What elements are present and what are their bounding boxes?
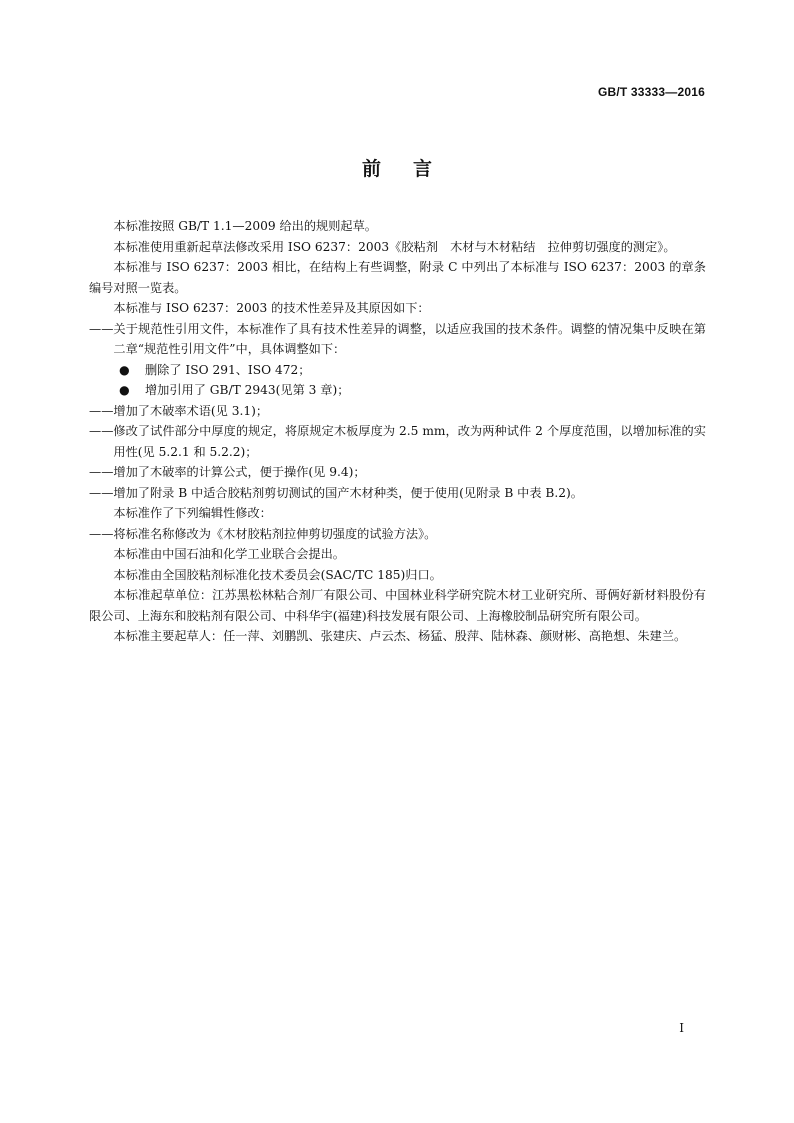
bullet-item-text: 删除了 ISO 291、ISO 472； (145, 362, 311, 377)
list-item (89, 524, 706, 545)
dash-marker: —— (89, 526, 114, 541)
list-item-text: 将标准名称修改为《木材胶粘剂拉伸剪切强度的试验方法》。 (113, 526, 437, 541)
bullet-item (89, 380, 706, 401)
list-item (89, 401, 706, 422)
dash-marker: —— (89, 321, 114, 336)
dash-marker: —— (89, 485, 114, 500)
page-number: I (679, 1021, 684, 1035)
bullet-icon: ● (119, 383, 130, 397)
dash-marker: —— (89, 424, 114, 438)
paragraph-drafting-rules: 本标准按照 GB/T 1.1—2009 给出的规则起草。 (113, 219, 377, 233)
paragraph-adoption: 本标准使用重新起草法修改采用 ISO 6237：2003《胶粘剂 木材与木材粘结 拉伸剪切强度的测定》。 (113, 239, 676, 254)
bullet-icon: ● (119, 362, 130, 377)
page-title: 前言 (361, 158, 464, 180)
list-item-text: 增加了木破率术语(见 3.1)； (113, 403, 269, 418)
paragraph-proposer: 本标准由中国石油和化学工业联合会提出。 (113, 547, 345, 561)
list-item-text: 增加了附录 B 中适合胶粘剂剪切测试的国产木材种类，便于使用(见附录 B 中表 B.2)。 (113, 485, 583, 500)
paragraph-structure-changes: 本标准与 ISO 6237：2003 相比，在结构上有些调整，附录 C 中列出了本标准与 ISO 6237：2003 的章条编号对照一览表。 (89, 260, 706, 295)
paragraph-centralized-unit: 本标准由全国胶粘剂标准化技术委员会(SAC/TC 185)归口。 (113, 567, 442, 582)
list-item (89, 483, 706, 504)
foreword-body (89, 216, 706, 647)
list-item-text: 增加了木破率的计算公式，便于操作(见 9.4)； (113, 465, 366, 479)
list-item (89, 319, 706, 360)
list-item (89, 462, 706, 483)
bullet-item (89, 360, 706, 381)
dash-marker: —— (89, 465, 114, 479)
standard-number: GB/T 33333—2016 (597, 85, 705, 99)
paragraph-technical-differences: 本标准与 ISO 6237：2003 的技术性差异及其原因如下： (113, 301, 430, 315)
bullet-item-text: 增加引用了 GB/T 2943(见第 3 章)； (145, 383, 350, 397)
paragraph-drafters: 本标准主要起草人：任一萍、刘鹏凯、张建庆、卢云杰、杨猛、殷萍、陆林森、颜财彬、高艳想、朱建兰。 (113, 629, 687, 643)
list-item-text: 关于规范性引用文件，本标准作了具有技术性差异的调整，以适应我国的技术条件。调整的情况集中反映在第二章“规范性引用文件”中，具体调整如下： (113, 321, 706, 356)
list-item-text: 修改了试件部分中厚度的规定，将原规定木板厚度为 2.5 mm，改为两种试件 2 个厚度范围，以增加标准的实用性(见 5.2.1 和 5.2.2)； (113, 424, 706, 459)
paragraph-editorial-changes: 本标准作了下列编辑性修改： (113, 506, 272, 520)
dash-marker: —— (89, 403, 114, 418)
paragraph-drafting-units: 本标准起草单位：江苏黑松林粘合剂厂有限公司、中国林业科学研究院木材工业研究所、哥俩好新材料股份有限公司、上海东和胶粘剂有限公司、中科华宇(福建)科技发展有限公司、上海橡胶制品研究所有限公司。 (89, 588, 706, 623)
list-item (89, 421, 706, 462)
